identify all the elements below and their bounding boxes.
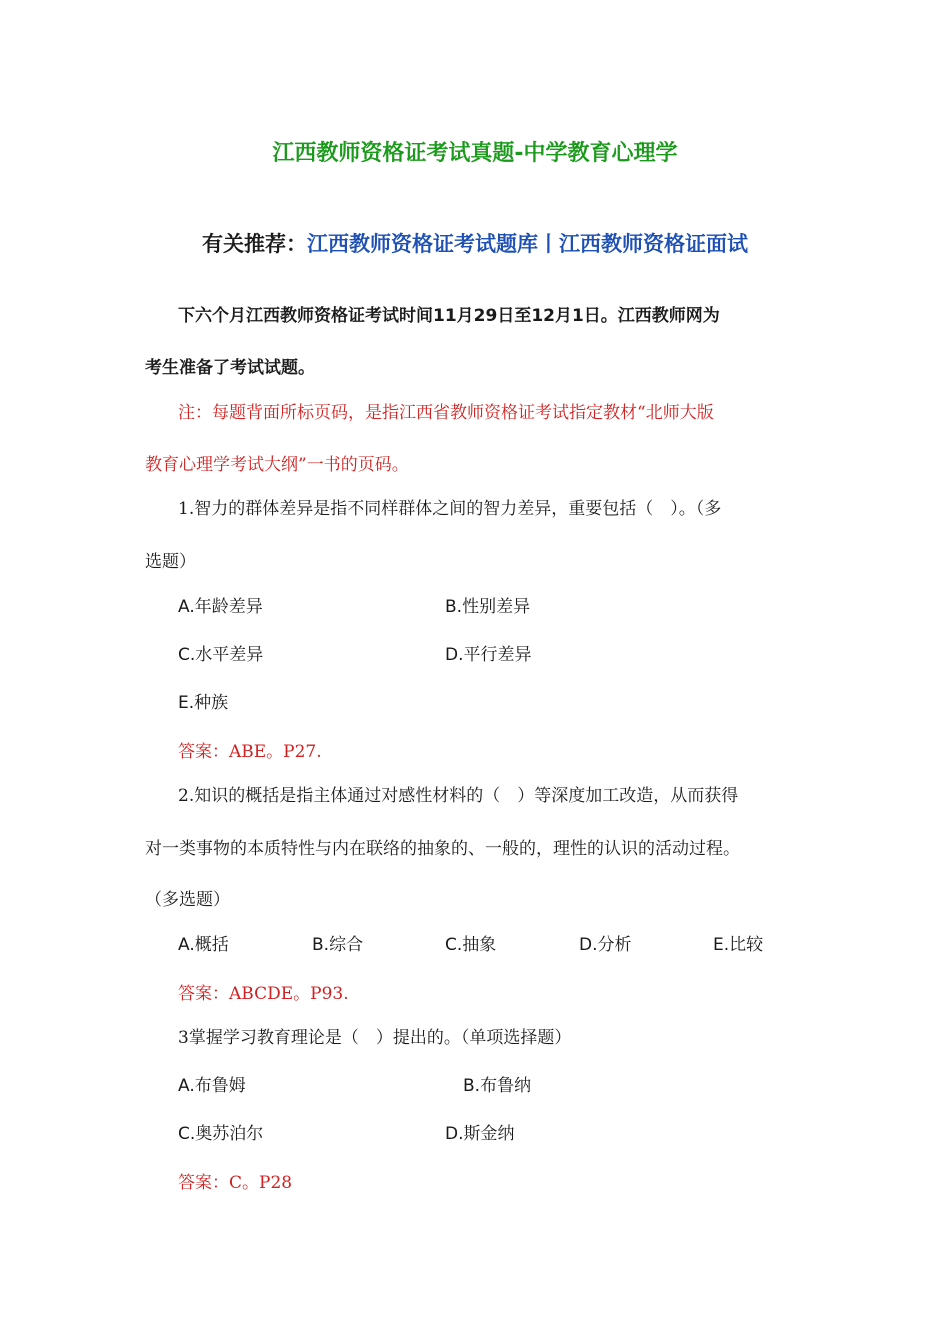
q2-option-a: A.概括 [178, 935, 229, 955]
question-2-line-1: 2.知识的概括是指主体通过对感性材料的（ ）等深度加工改造，从而获得 [178, 786, 739, 806]
q3-option-d: D.斯金纳 [445, 1124, 515, 1144]
q1-answer: 答案：ABE。P27. [178, 742, 322, 762]
q2-answer: 答案：ABCDE。P93. [178, 984, 349, 1004]
q1-option-b: B.性别差异 [445, 597, 531, 617]
q1-option-e: E.种族 [178, 693, 229, 713]
recommend-label: 有关推荐： [202, 232, 307, 256]
q2-option-e: E.比较 [713, 935, 764, 955]
q2-option-d: D.分析 [579, 935, 632, 955]
q3-answer: 答案：C。P28 [178, 1173, 293, 1193]
q2-option-b: B.综合 [312, 935, 364, 955]
intro-line-2: 考生准备了考试试题。 [145, 358, 315, 378]
q3-option-a: A.布鲁姆 [178, 1076, 246, 1096]
note-line-1: 注：每题背面所标页码，是指江西省教师资格证考试指定教材“北师大版 [178, 403, 714, 423]
question-1-line-1: 1.智力的群体差异是指不同样群体之间的智力差异，重要包括（ ）。（多 [178, 499, 722, 519]
recommend-line [0, 228, 950, 258]
question-1-line-2: 选题） [145, 552, 196, 572]
question-2-line-3: （多选题） [145, 890, 230, 910]
q1-option-a: A.年龄差异 [178, 597, 263, 617]
exam-bank-link[interactable]: 江西教师资格证考试题库 [307, 232, 538, 256]
document-title: 江西教师资格证考试真题-中学教育心理学 [272, 141, 678, 166]
q2-option-c: C.抽象 [445, 935, 497, 955]
question-2-line-2: 对一类事物的本质特性与内在联络的抽象的、一般的，理性的认识的活动过程。 [145, 839, 740, 859]
question-3-line-1: 3掌握学习教育理论是（ ）提出的。（单项选择题） [178, 1028, 572, 1048]
q1-option-d: D.平行差异 [445, 645, 532, 665]
interview-link[interactable]: 江西教师资格证面试 [559, 232, 748, 256]
recommend-separator: 丨 [538, 232, 559, 256]
q3-option-c: C.奥苏泊尔 [178, 1124, 264, 1144]
note-line-2: 教育心理学考试大纲”一书的页码。 [145, 455, 409, 475]
intro-line-1: 下六个月江西教师资格证考试时间11月29日至12月1日。江西教师网为 [178, 306, 720, 326]
q3-option-b: B.布鲁纳 [463, 1076, 532, 1096]
q1-option-c: C.水平差异 [178, 645, 264, 665]
